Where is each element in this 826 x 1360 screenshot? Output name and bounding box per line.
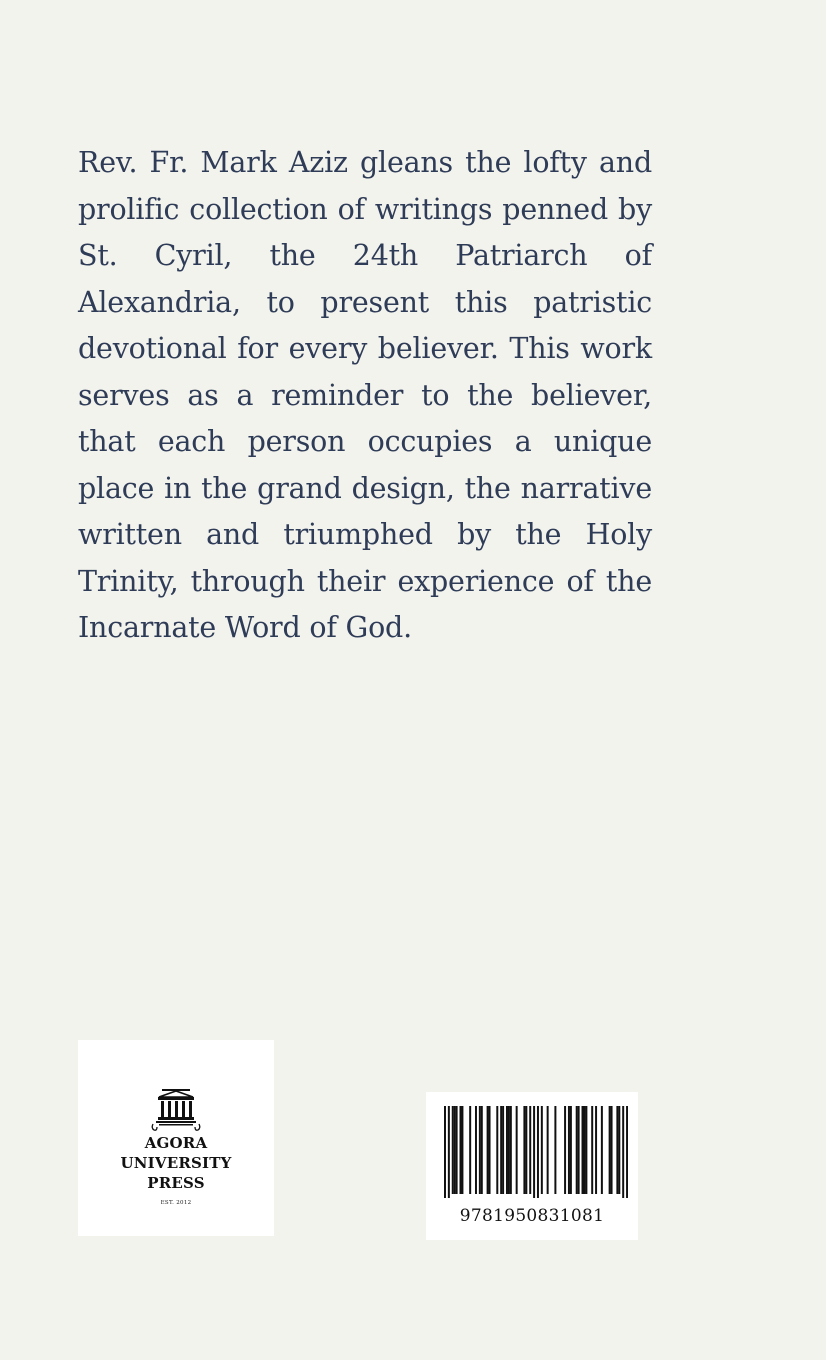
isbn-barcode-block (426, 1092, 638, 1240)
barcode-bar (525, 1106, 527, 1194)
barcode-bar (508, 1106, 510, 1194)
barcode-bar (489, 1106, 491, 1194)
barcode-bar (529, 1106, 531, 1194)
barcode-bar (601, 1106, 603, 1194)
barcode-bar (533, 1106, 535, 1198)
barcode-bar (444, 1106, 446, 1198)
publisher-name-line-2: UNIVERSITY (120, 1154, 232, 1172)
barcode-bar (479, 1106, 481, 1194)
barcode-bar (609, 1106, 611, 1194)
barcode-bar (502, 1106, 504, 1194)
barcode-bar (576, 1106, 578, 1194)
barcode-bar (595, 1106, 597, 1194)
barcode-bar (481, 1106, 483, 1194)
barcode-bar (510, 1106, 512, 1194)
barcode-bar (459, 1106, 461, 1194)
barcode-bar (564, 1106, 566, 1194)
barcode-bar (537, 1106, 539, 1198)
barcode-bar (452, 1106, 454, 1194)
barcode-bar (611, 1106, 613, 1194)
barcode-bar (626, 1106, 628, 1198)
publisher-name-line-3: PRESS (147, 1174, 205, 1192)
barcode-bar (585, 1106, 587, 1194)
barcode-bar (622, 1106, 624, 1198)
barcode-bar (516, 1106, 518, 1194)
barcode-bar (583, 1106, 585, 1194)
barcode-bar (616, 1106, 618, 1194)
barcode-bar (469, 1106, 471, 1194)
barcode-bar (496, 1106, 498, 1194)
barcode-bar (487, 1106, 489, 1194)
barcode-bar (547, 1106, 549, 1194)
barcode-bar (475, 1106, 477, 1194)
barcode-bar (461, 1106, 463, 1194)
publisher-established: EST. 2012 (160, 1200, 192, 1206)
barcode-bar (541, 1106, 543, 1194)
barcode-bar (591, 1106, 593, 1194)
barcode-bar (618, 1106, 620, 1194)
barcode-bar (454, 1106, 456, 1194)
isbn-number: 9781950831081 (459, 1206, 605, 1226)
barcode-bar (500, 1106, 502, 1194)
barcode-bar (554, 1106, 556, 1194)
publisher-name-line-1: AGORA (144, 1134, 208, 1152)
barcode-bar (568, 1106, 570, 1194)
barcode-bar (523, 1106, 525, 1194)
barcode-bar (570, 1106, 572, 1194)
temple-icon (150, 1088, 202, 1132)
barcode-bar (448, 1106, 450, 1198)
barcode-bar (456, 1106, 458, 1194)
barcode-bar (582, 1106, 584, 1194)
barcode-bar (506, 1106, 508, 1194)
back-cover-blurb: Rev. Fr. Mark Aziz gleans the lofty and prolific collection of writings penned by St. Cyril, the 24th Patriarch of Alexandria, to present this patristic devotional for every believer. This work serves as a reminder to the believer, that each person occupies a unique place in the grand design, the narrative written and triumphed by the Holy Trinity, through their experience of the Incarnate Word of God. (78, 146, 652, 644)
publisher-logo-block (78, 1040, 274, 1236)
barcode-icon (444, 1106, 628, 1198)
barcode-bar (578, 1106, 580, 1194)
